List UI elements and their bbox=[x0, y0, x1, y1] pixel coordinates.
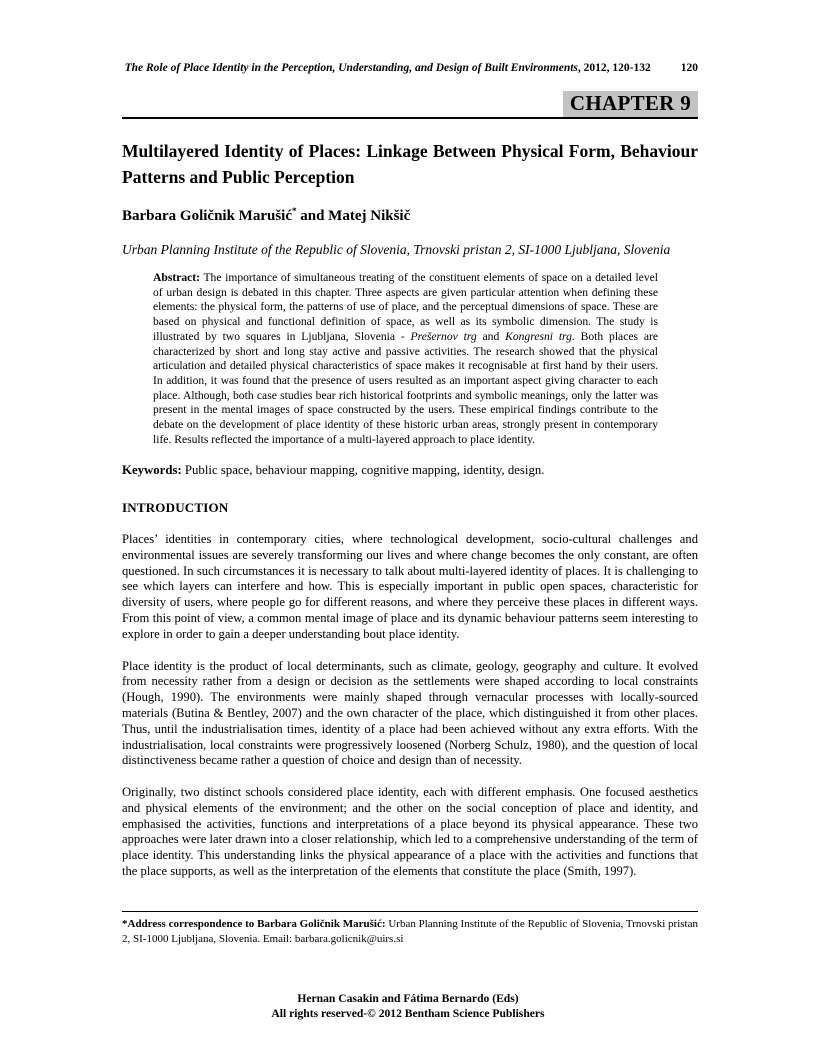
running-head-title-rest: , 2012, 120-132 bbox=[577, 62, 651, 74]
running-head bbox=[122, 62, 698, 74]
chapter-badge: CHAPTER 9 bbox=[563, 91, 698, 117]
abstract-part1: The importance of simultaneous treating of the constituent elements of space on a detailed level of urban design is debated in this chapter. Three aspects are given particular attention when defining these elements: the physical form, the patterns of use of place, and the perceptual dimensions of space. These are based on physical and functional definition of space, as well as its symbolic dimension. The study is illustrated by two squares in Ljubljana, Slovenia - bbox=[153, 271, 658, 343]
keywords-label: Keywords: bbox=[122, 463, 182, 478]
correspondence-asterisk: * bbox=[292, 206, 297, 216]
body-paragraph-2: Place identity is the product of local determinants, such as climate, geology, geography and culture. It evolved from necessity rather from a design or decision as the settlements were shaped according to local constraints (Hough, 1990). The environments were mainly shaped through vernacular processes with locally-sourced materials (Butina & Bentley, 2007) and the own character of the place, which distinguished it from other places. Thus, until the industrialisation times, identity of a place had been achieved without any extra efforts. With the industrialisation, local constraints were progressively loosened (Norberg Schulz, 1980), and the question of local distinctiveness became rather a question of choice and design than of necessity. bbox=[122, 658, 698, 768]
abstract-place-2: Kongresni trg bbox=[505, 329, 572, 343]
footer-rights: All rights reserved-© 2012 Bentham Science Publishers bbox=[271, 1007, 545, 1020]
footer-editors: Hernan Casakin and Fátima Bernardo (Eds) bbox=[297, 992, 519, 1005]
author-names-rest: and Matej Nikšič bbox=[296, 208, 411, 224]
running-head-title-italic: The Role of Place Identity in the Perception, Understanding, and Design of Built Environments bbox=[124, 62, 578, 74]
body-paragraph-3: Originally, two distinct schools considered place identity, each with different emphasis. One focused aesthetics and physical elements of the environment; and the other on the social conception of place and identity, and emphasised the activities, functions and interpretations of a place beyond its physical appearance. These two approaches were later drawn into a closer relationship, which led to a comprehensive understanding of the term of place identity. This understanding links the physical appearance of a place with the activities and functions that the place supports, as well as the interpretation of the elements that constitute the place (Smith, 1997). bbox=[122, 785, 698, 879]
body-paragraph-1: Places’ identities in contemporary cities, where technological development, socio-cultural challenges and environmental issues are severely transforming our lives and where change becomes the only constant, are often questioned. In such circumstances it is necessary to talk about multi-layered identity of places. It is challenging to see which layers can interfere and how. This is especially important in public open spaces, characteristic for diversity of users, where people go for different reasons, and where they perceive these places in different ways. From this point of view, a common mental image of place and its dynamic behaviour patterns seem interesting to explore in order to gain a deeper understanding bout place identity. bbox=[122, 531, 698, 641]
abstract bbox=[153, 271, 658, 447]
keywords-text: Public space, behaviour mapping, cognitive mapping, identity, design. bbox=[181, 463, 545, 478]
running-head-title bbox=[125, 62, 651, 74]
correspondence-footnote bbox=[122, 911, 698, 946]
abstract-part3: . Both places are characterized by short and long stay active and passive activities. The research showed that the physical articulation and detailed physical characteristics of space makes it recognisable at first hand by their users. In addition, it was found that the presence of users resulted as an important aspect giving character to each place. Although, both case studies bear rich historical footprints and symbolic meanings, only the latter was present in the mental images of space constructed by the users. These empirical findings contribute to the debate on the development of place identity of these historic urban areas, strongly present in contemporary life. Results reflected the importance of a multi-layered approach to place identity. bbox=[153, 329, 658, 446]
affiliation: Urban Planning Institute of the Republic of Slovenia, Trnovski pristan 2, SI-1000 Ljubljana, Slovenia bbox=[122, 242, 671, 257]
abstract-place-1: Prešernov trg bbox=[410, 329, 477, 343]
author-names-main: Barbara Goličnik Marušić bbox=[122, 208, 292, 224]
page-footer bbox=[0, 991, 816, 1021]
footnote-label: *Address correspondence to Barbara Goličnik Marušić: bbox=[122, 918, 386, 930]
abstract-part2: and bbox=[476, 329, 506, 343]
page-number: 120 bbox=[680, 62, 698, 74]
chapter-rule bbox=[122, 91, 698, 119]
introduction-heading: INTRODUCTION bbox=[122, 499, 229, 515]
footnote-text: Urban Planning Institute of the Republic of Slovenia, Trnovski pristan 2, SI-1000 Ljubljana, Slovenia. Email: barbara.golicnik@uirs.si bbox=[122, 918, 698, 945]
chapter-title: Multilayered Identity of Places: Linkage Between Physical Form, Behaviour Patterns and Public Perception bbox=[122, 141, 698, 187]
abstract-label: Abstract: bbox=[153, 271, 201, 284]
authors-line bbox=[122, 206, 698, 225]
keywords-line bbox=[122, 463, 698, 479]
